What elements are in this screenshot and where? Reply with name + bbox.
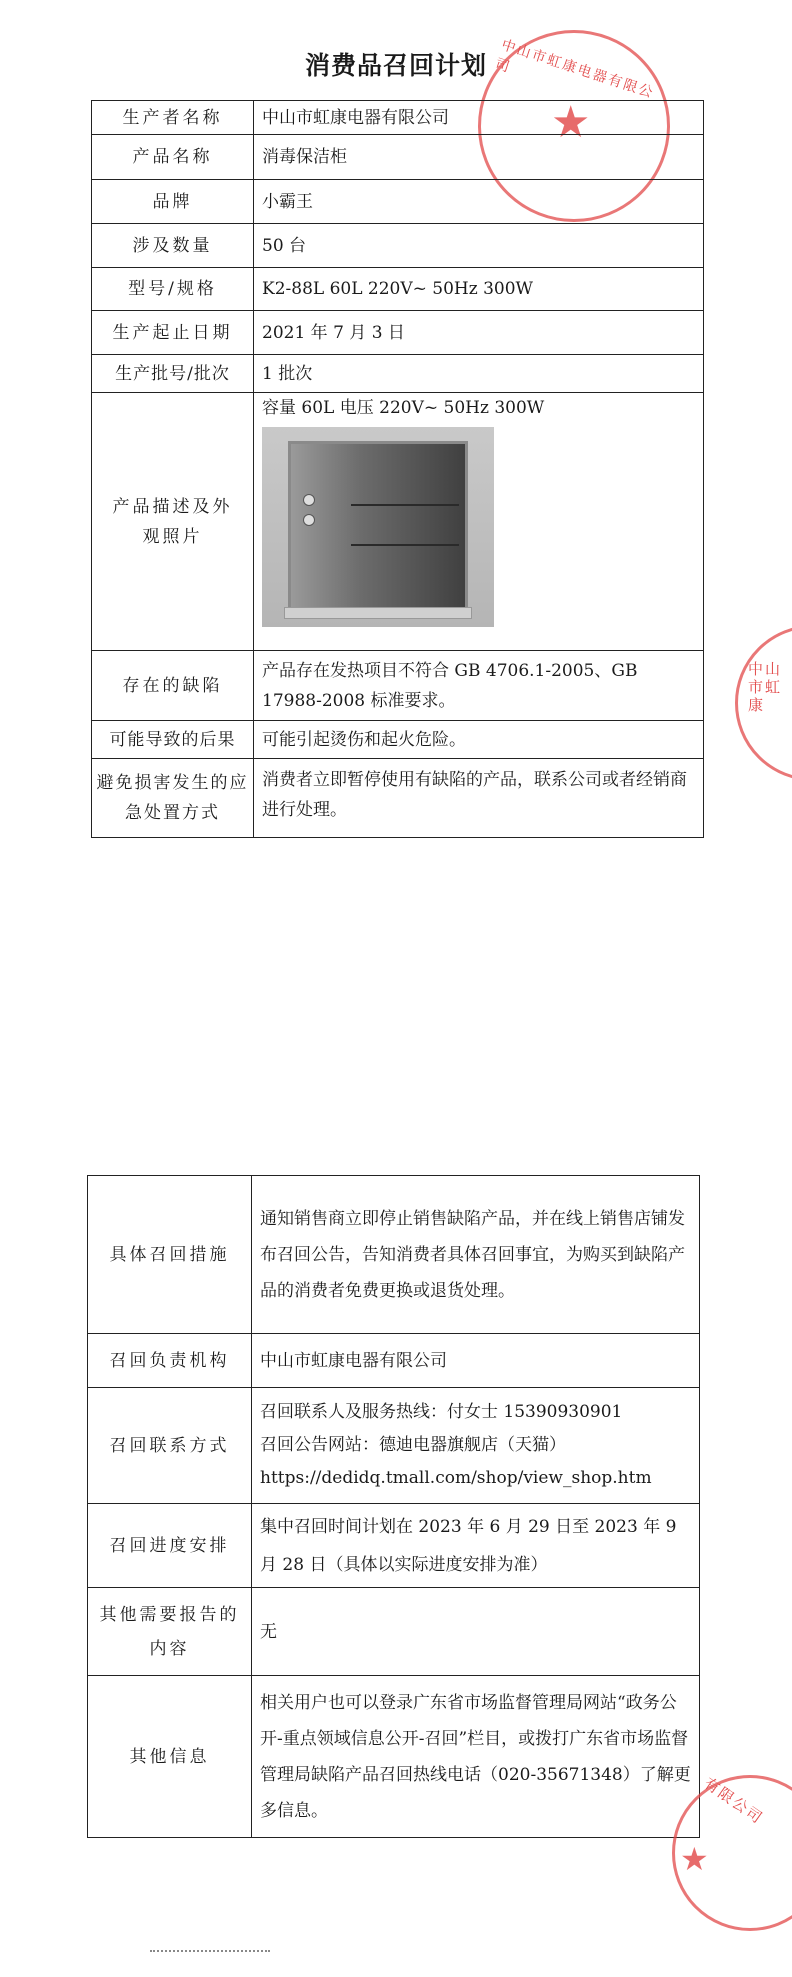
table-row	[88, 1588, 700, 1676]
table-row	[92, 268, 704, 311]
table-row	[92, 180, 704, 224]
responsible-label: 召回负责机构	[88, 1334, 252, 1388]
table-row	[92, 311, 704, 355]
schedule-label: 召回进度安排	[88, 1504, 252, 1588]
defect-value: 产品存在发热项目不符合 GB 4706.1-2005、GB 17988-2008 标准要求。	[254, 651, 704, 721]
product-name-label: 产品名称	[92, 135, 254, 180]
table-row	[88, 1334, 700, 1388]
seal-text: 中山市虹康电器有限公司	[493, 37, 657, 102]
measures-label: 具体召回措施	[88, 1176, 252, 1334]
emergency-value: 消费者立即暂停使用有缺陷的产品，联系公司或者经销商进行处理。	[254, 759, 704, 838]
seal-star-icon: ★	[680, 1840, 709, 1878]
manufacturer-label: 生产者名称	[92, 101, 254, 135]
table-row	[88, 1676, 700, 1838]
description-label: 产品描述及外观照片	[92, 393, 254, 651]
production-date-value: 2021 年 7 月 3 日	[254, 311, 704, 355]
description-cell	[254, 393, 704, 651]
brand-label: 品牌	[92, 180, 254, 224]
table-row	[88, 1176, 700, 1334]
table-row	[88, 1388, 700, 1504]
schedule-value: 集中召回时间计划在 2023 年 6 月 29 日至 2023 年 9 月 28 日（具体以实际进度安排为准）	[252, 1504, 700, 1588]
contact-website-name: 召回公告网站：德迪电器旗舰店（天猫）	[260, 1435, 566, 1455]
product-name-value: 消毒保洁柜	[254, 135, 704, 180]
knob-icon	[303, 514, 315, 526]
table-row	[92, 224, 704, 268]
other-info-value: 相关用户也可以登录广东省市场监督管理局网站“政务公开-重点领域信息公开-召回”栏目，或拨打广东省市场监督管理局缺陷产品召回热线电话（020-35671348）了解更多信息。	[252, 1676, 700, 1838]
responsible-value: 中山市虹康电器有限公司	[252, 1334, 700, 1388]
description-value: 容量 60L 电压 220V~ 50Hz 300W	[262, 398, 545, 418]
model-value: K2-88L 60L 220V~ 50Hz 300W	[254, 268, 704, 311]
seal-star-icon: ★	[551, 97, 591, 148]
other-info-label: 其他信息	[88, 1676, 252, 1838]
measures-value: 通知销售商立即停止销售缺陷产品，并在线上销售店铺发布召回公告，告知消费者具体召回事宜，为购买到缺陷产品的消费者免费更换或退货处理。	[252, 1176, 700, 1334]
table-row	[92, 135, 704, 180]
scan-artifact	[150, 1950, 270, 1954]
shelf-line	[351, 544, 459, 546]
table-row	[92, 721, 704, 759]
contact-website-url[interactable]: https://dedidq.tmall.com/shop/view_shop.htm	[260, 1468, 652, 1488]
table-row	[92, 393, 704, 651]
manufacturer-value: 中山市虹康电器有限公司	[254, 101, 704, 135]
defect-label: 存在的缺陷	[92, 651, 254, 721]
cabinet-image	[288, 441, 468, 611]
quantity-value: 50 台	[254, 224, 704, 268]
cabinet-base	[284, 607, 472, 619]
shelf-line	[351, 504, 459, 506]
table-row	[92, 759, 704, 838]
table-row	[92, 651, 704, 721]
model-label: 型号/规格	[92, 268, 254, 311]
partial-seal-bottom-text: 有限公司	[700, 1774, 767, 1828]
other-report-label: 其他需要报告的内容	[88, 1588, 252, 1676]
emergency-label: 避免损害发生的应急处置方式	[92, 759, 254, 838]
table-row	[88, 1504, 700, 1588]
production-date-label: 生产起止日期	[92, 311, 254, 355]
quantity-label: 涉及数量	[92, 224, 254, 268]
product-photo	[262, 427, 494, 627]
recall-plan-table-2	[87, 1175, 700, 1838]
consequence-label: 可能导致的后果	[92, 721, 254, 759]
partial-seal-text: 中山市虹康	[748, 660, 783, 714]
other-report-value: 无	[252, 1588, 700, 1676]
batch-label: 生产批号/批次	[92, 355, 254, 393]
consequence-value: 可能引起烫伤和起火危险。	[254, 721, 704, 759]
page-title: 消费品召回计划	[304, 51, 487, 80]
partial-seal-bottom-star	[680, 1840, 710, 1878]
knob-icon	[303, 494, 315, 506]
batch-value: 1 批次	[254, 355, 704, 393]
contact-label: 召回联系方式	[88, 1388, 252, 1504]
contact-hotline: 召回联系人及服务热线：付女士 15390930901	[260, 1402, 623, 1422]
recall-plan-table-1	[91, 97, 704, 838]
contact-cell	[252, 1388, 700, 1504]
table-row	[92, 355, 704, 393]
brand-value: 小霸王	[254, 180, 704, 224]
table-row	[92, 101, 704, 135]
